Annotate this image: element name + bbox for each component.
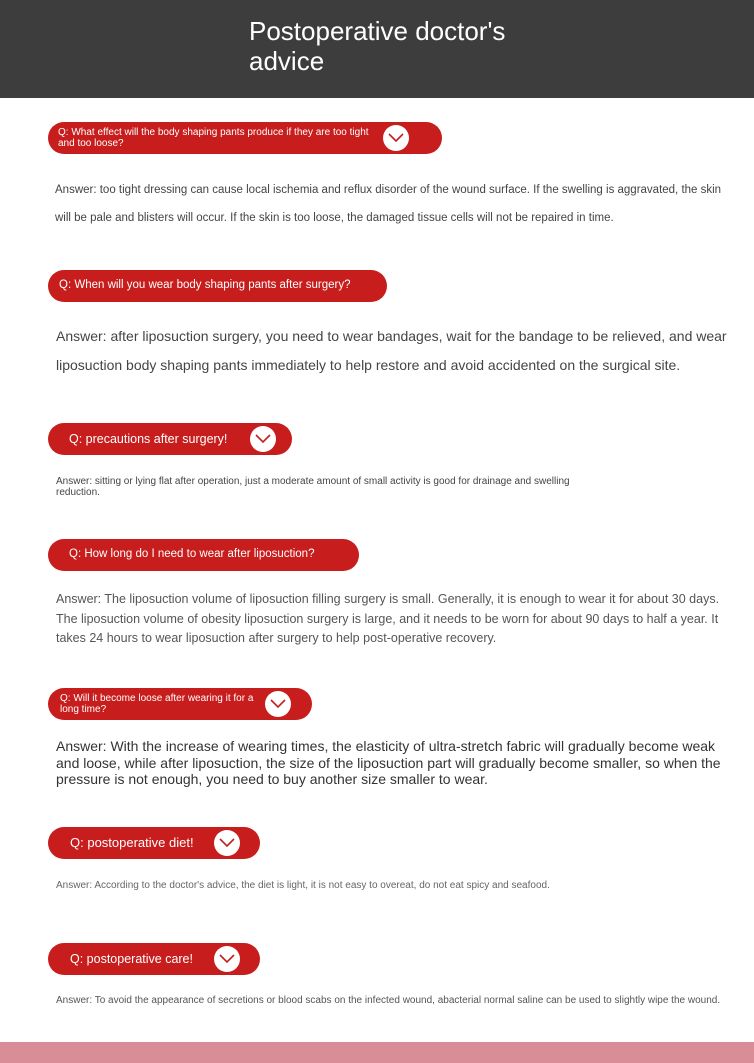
- answer-text: Answer: With the increase of wearing times, the elasticity of ultra-stretch fabric will gradually become weak and loose, while after liposuction, the size of the liposuction part will gradually become smaller, so when the pressure is not enough, you need to buy another size smaller to wear.: [56, 738, 721, 787]
- question-pill-4[interactable]: [48, 539, 359, 571]
- answer-text: Answer: sitting or lying flat after operation, just a moderate amount of small activity is good for drainage and swelling reduction.: [56, 476, 570, 498]
- answer-text: Answer: after liposuction surgery, you need to wear bandages, wait for the bandage to be relieved, and wear liposuction body shaping pants immediately to help restore and avoid accidented on the surgical site.: [56, 328, 727, 373]
- chevron-down-icon[interactable]: [265, 691, 291, 717]
- footer-bar: [0, 1042, 754, 1063]
- answer-text: Answer: too tight dressing can cause local ischemia and reflux disorder of the wound surface. If the swelling is aggravated, the skin will be pale and blisters will occur. If the skin is too loose, the damaged tissue cells will not be repaired in time.: [55, 184, 722, 224]
- question-pill-6[interactable]: [48, 827, 260, 859]
- question-text: Q: How long do I need to wear after liposuction?: [69, 548, 315, 561]
- chevron-down-icon[interactable]: [383, 125, 409, 151]
- chevron-down-icon[interactable]: [214, 946, 240, 972]
- question-pill-2[interactable]: [48, 270, 387, 302]
- question-pill-3[interactable]: [48, 423, 292, 455]
- header-banner: [0, 0, 754, 98]
- page-title: Postoperative doctor's advice: [249, 16, 506, 76]
- question-text: Q: When will you wear body shaping pants after surgery?: [59, 279, 351, 292]
- question-pill-7[interactable]: [48, 943, 260, 975]
- chevron-down-icon[interactable]: [214, 830, 240, 856]
- question-text: Q: precautions after surgery!: [69, 431, 228, 446]
- question-pill-1[interactable]: [48, 122, 442, 154]
- answer-text: Answer: According to the doctor's advice, the diet is light, it is not easy to overeat, do not eat spicy and seafood.: [56, 880, 550, 891]
- answer-text: Answer: The liposuction volume of liposuction filling surgery is small. Generally, it is enough to wear it for about 30 days. The liposuction volume of obesity liposuction surgery is large, and it needs to be worn for about 90 days to half a year. It takes 24 hours to wear liposuction after surgery to help post-operative recovery.: [56, 592, 720, 645]
- question-text: Q: postoperative diet!: [70, 834, 194, 850]
- question-pill-5[interactable]: [48, 688, 312, 720]
- question-text: Q: Will it become loose after wearing it for a long time?: [60, 692, 254, 715]
- question-text: Q: What effect will the body shaping pants produce if they are too tight and too loose?: [58, 126, 369, 149]
- question-text: Q: postoperative care!: [70, 951, 193, 966]
- chevron-down-icon[interactable]: [250, 426, 276, 452]
- answer-text: Answer: To avoid the appearance of secretions or blood scabs on the infected wound, abacterial normal saline can be used to slightly wipe the wound.: [56, 995, 721, 1006]
